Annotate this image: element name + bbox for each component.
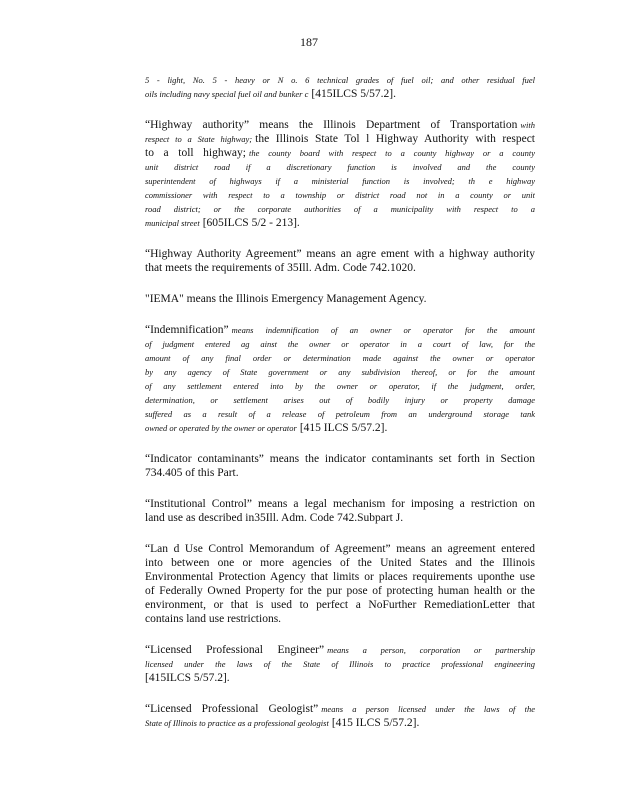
italic-text-run: of judgment entered ag ainst the owner or operator in a court of law, for the (145, 339, 535, 349)
definition-paragraph (145, 496, 535, 524)
text-run: contains land use restrictions. (145, 613, 282, 625)
text-line (145, 364, 535, 378)
text-run: the Illinois State Tol l Highway Authority with respect (255, 133, 535, 145)
text-run: 734.405 of this Part. (145, 467, 239, 479)
definitions-body (145, 72, 535, 746)
text-line (145, 420, 535, 434)
text-line (145, 145, 535, 159)
definition-paragraph (145, 117, 535, 229)
text-line (145, 670, 535, 684)
italic-text-run: 5 - light, No. 5 - heavy or N o. 6 technical grades of fuel oil; and other residual fuel (145, 75, 535, 85)
italic-text-run: with (520, 120, 535, 130)
text-line (145, 541, 535, 555)
text-line (145, 350, 535, 364)
italic-text-run: means a person licensed under the laws of the (321, 704, 535, 714)
text-run: “Highway authority” means the Illinois Department of Transportation (145, 119, 518, 131)
text-line (145, 86, 535, 100)
text-line (145, 406, 535, 420)
definition-paragraph (145, 451, 535, 479)
text-run: “Highway Authority Agreement” means an agre ement with a highway authority (145, 248, 535, 260)
text-line (145, 656, 535, 670)
text-run: [415ILCS 5/57.2]. (145, 672, 230, 684)
text-line (145, 701, 535, 715)
italic-text-run: the county board with respect to a county highway or a county (248, 148, 535, 158)
text-run: [415 ILCS 5/57.2]. (299, 422, 388, 434)
text-line (145, 597, 535, 611)
definition-paragraph (145, 72, 535, 100)
text-run: to a toll highway; (145, 147, 246, 159)
text-line (145, 715, 535, 729)
text-run: [415 ILCS 5/57.2]. (331, 717, 420, 729)
text-line (145, 611, 535, 625)
text-line (145, 131, 535, 145)
definition-paragraph (145, 642, 535, 684)
italic-text-run: means a person, corporation or partnership (327, 645, 535, 655)
text-run: “Indemnification” (145, 324, 229, 336)
italic-text-run: means indemnification of an owner or operator for the amount (231, 325, 535, 335)
text-run: [605ILCS 5/2 - 213]. (202, 217, 300, 229)
italic-text-run: respect to a State highway; (145, 134, 253, 144)
text-line (145, 322, 535, 336)
italic-text-run: superintendent of highways if a ministerial function is involved; th e highway (145, 176, 535, 186)
definition-paragraph (145, 701, 535, 729)
italic-text-run: oils including navy special fuel oil and bunker c (145, 89, 309, 99)
text-line (145, 173, 535, 187)
italic-text-run: State of Illinois to practice as a professional geologist (145, 718, 329, 728)
text-line (145, 392, 535, 406)
text-line (145, 510, 535, 524)
text-line (145, 555, 535, 569)
text-line (145, 583, 535, 597)
text-run: “Licensed Professional Engineer” (145, 644, 325, 656)
page-number: 187 (300, 35, 318, 49)
definition-paragraph (145, 246, 535, 274)
text-line (145, 569, 535, 583)
italic-text-run: suffered as a result of a release of petroleum from an underground storage tank (145, 409, 535, 419)
text-run: “Institutional Control” means a legal mechanism for imposing a restriction on (145, 498, 535, 510)
text-line (145, 465, 535, 479)
definition-paragraph (145, 322, 535, 434)
text-run: environment, or that is used to perfect a NoFurther RemediationLetter that (145, 599, 535, 611)
text-run: that meets the requirements of 35Ill. Adm. Code 742.1020. (145, 262, 416, 274)
italic-text-run: unit district road if a discretionary function is involved and the county (145, 162, 535, 172)
text-run: “Indicator contaminants” means the indicator contaminants set forth in Section (145, 453, 535, 465)
italic-text-run: owned or operated by the owner or operator (145, 423, 297, 433)
text-run: “Licensed Professional Geologist” (145, 703, 319, 715)
text-line (145, 378, 535, 392)
text-line (145, 72, 535, 86)
text-line (145, 260, 535, 274)
text-line (145, 496, 535, 510)
text-line (145, 201, 535, 215)
text-line (145, 117, 535, 131)
text-run: into between one or more agencies of the United States and the Illinois (145, 557, 535, 569)
text-run: “Lan d Use Control Memorandum of Agreement” means an agreement entered (145, 543, 535, 555)
definition-paragraph (145, 541, 535, 625)
text-line (145, 291, 535, 305)
italic-text-run: road district; or the corporate authorities of a municipality with respect to a (145, 204, 535, 214)
italic-text-run: municipal street (145, 218, 200, 228)
italic-text-run: by any agency of State government or any subdivision thereof, or for the amount (145, 367, 535, 377)
text-run: Environmental Protection Agency that limits or places requirements uponthe use (145, 571, 535, 583)
text-line (145, 187, 535, 201)
text-line (145, 451, 535, 465)
text-line (145, 642, 535, 656)
text-run: of Federally Owned Property for the pur pose of protecting human health or the (145, 585, 535, 597)
italic-text-run: of any settlement entered into by the owner or operator, if the judgment, order, (145, 381, 535, 391)
italic-text-run: determination, or settlement arises out of bodily injury or property damage (145, 395, 535, 405)
text-line (145, 246, 535, 260)
text-run: "IEMA" means the Illinois Emergency Management Agency. (145, 293, 427, 305)
text-run: [415ILCS 5/57.2]. (311, 88, 397, 100)
text-line (145, 215, 535, 229)
text-run: land use as described in35Ill. Adm. Code 742.Subpart J. (145, 512, 404, 524)
italic-text-run: licensed under the laws of the State of Illinois to practice professional engineering (145, 659, 535, 669)
text-line (145, 159, 535, 173)
italic-text-run: commissioner with respect to a township or district road not in a county or unit (145, 190, 535, 200)
text-line (145, 336, 535, 350)
italic-text-run: amount of any final order or determination made against the owner or operator (145, 353, 535, 363)
definition-paragraph (145, 291, 535, 305)
